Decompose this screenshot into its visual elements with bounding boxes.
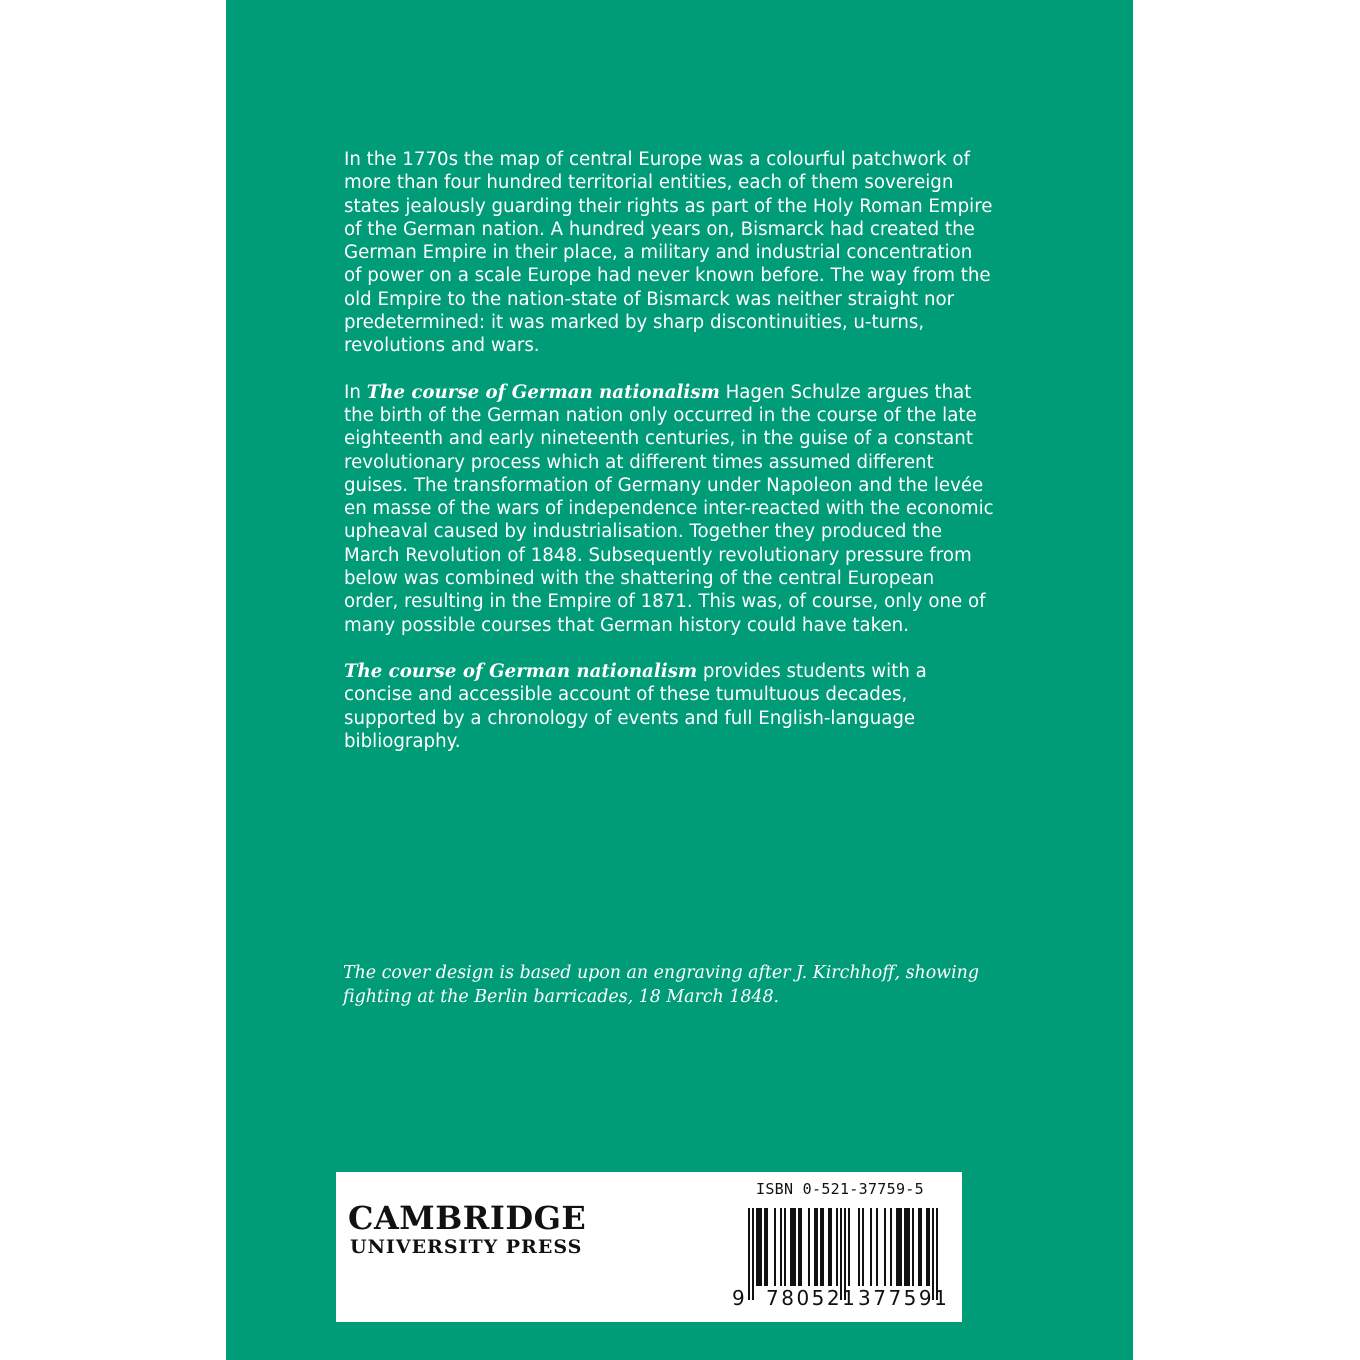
barcode-bar xyxy=(808,1208,810,1286)
barcode-bar xyxy=(760,1208,762,1286)
barcode-bar xyxy=(784,1208,786,1286)
barcode-bar xyxy=(822,1208,824,1286)
barcode-bar xyxy=(836,1208,838,1286)
isbn-number: ISBN 0-521-37759-5 xyxy=(756,1180,924,1198)
cover-design-credit: The cover design is based upon an engraving after J. Kirchhoff, showing fighting at the Berlin barricades, 18 March 1848. xyxy=(343,963,979,1007)
barcode-bar xyxy=(896,1208,898,1286)
blurb-p2-prefix: In xyxy=(344,381,367,403)
barcode-first-digit: 9 xyxy=(732,1286,745,1310)
barcode-bar xyxy=(766,1208,768,1286)
barcode-bar xyxy=(774,1208,776,1286)
barcode-bar xyxy=(862,1208,864,1286)
publisher-name: CAMBRIDGE xyxy=(348,1199,587,1237)
publisher-panel xyxy=(336,1172,962,1322)
barcode-bar xyxy=(848,1208,850,1286)
back-cover xyxy=(226,0,1133,1360)
barcode-bar xyxy=(908,1208,910,1286)
barcode-bar xyxy=(926,1208,928,1286)
barcode-bar xyxy=(828,1208,830,1286)
barcode-bar xyxy=(794,1208,796,1286)
barcode-bar xyxy=(814,1208,816,1286)
blurb-paragraph-2 xyxy=(344,381,994,637)
publisher-logo xyxy=(348,1200,586,1258)
barcode-bar xyxy=(928,1208,930,1286)
publisher-subtitle: UNIVERSITY PRESS xyxy=(350,1236,583,1258)
barcode-bar xyxy=(898,1208,900,1286)
barcode-bar xyxy=(758,1208,760,1286)
barcode-bar xyxy=(904,1208,906,1286)
blurb-p3-rest: provides students with a concise and accessible account of these tumultuous decades, supported by a chronology of events and full English-language bibliography. xyxy=(344,660,927,752)
barcode-bar xyxy=(900,1208,902,1286)
barcode xyxy=(732,1208,952,1312)
barcode-bar xyxy=(870,1208,872,1286)
barcode-bar xyxy=(830,1208,832,1286)
barcode-bar xyxy=(890,1208,892,1286)
book-title-inline: The course of German nationalism xyxy=(366,381,720,403)
barcode-bar xyxy=(920,1208,922,1286)
blurb-text xyxy=(344,148,994,776)
barcode-bar xyxy=(858,1208,860,1286)
barcode-bar xyxy=(906,1208,908,1286)
barcode-bar xyxy=(790,1208,792,1286)
barcode-bar xyxy=(756,1208,758,1286)
blurb-paragraph-3 xyxy=(344,660,994,753)
barcode-bar xyxy=(780,1208,782,1286)
barcode-bar xyxy=(876,1208,878,1286)
barcode-right-digits: 377591 xyxy=(858,1286,950,1310)
barcode-digits xyxy=(732,1286,952,1312)
barcode-bar xyxy=(792,1208,794,1286)
barcode-bar xyxy=(798,1208,800,1286)
blurb-p2-rest: Hagen Schulze argues that the birth of the German nation only occurred in the course of the late eighteenth and early nineteenth centuries, in the guise of a constant revolutionary process which at different times assumed different guises. The transformation of Germany under Napoleon and the levée en masse of the wars of independence inter-reacted with the economic upheaval caused by industrialisation. Together they produced the March Revolution of 1848. Subsequently revolutionary pressure from below was combined with the shattering of the central European order, resulting in the Empire of 1871. This was, of course, only one of many possible courses that German history could have taken. xyxy=(344,381,994,636)
barcode-bar xyxy=(918,1208,920,1286)
barcode-bar xyxy=(912,1208,914,1286)
blurb-paragraph-1: In the 1770s the map of central Europe was a colourful patchwork of more than four hundred territorial entities, each of them sovereign states jealously guarding their rights as part of the Holy Roman Empire of the German nation. A hundred years on, Bismarck had created the German Empire in their place, a military and industrial concentration of power on a scale Europe had never known before. The way from the old Empire to the nation-state of Bismarck was neither straight nor predetermined: it was marked by sharp discontinuities, u-turns, revolutions and wars. xyxy=(344,149,993,357)
barcode-left-digits: 780521 xyxy=(766,1286,858,1310)
barcode-bar xyxy=(816,1208,818,1286)
barcode-bar xyxy=(820,1208,822,1286)
barcode-bar xyxy=(800,1208,802,1286)
barcode-bar xyxy=(764,1208,766,1286)
barcode-bar xyxy=(884,1208,886,1286)
book-title-inline: The course of German nationalism xyxy=(344,660,698,682)
